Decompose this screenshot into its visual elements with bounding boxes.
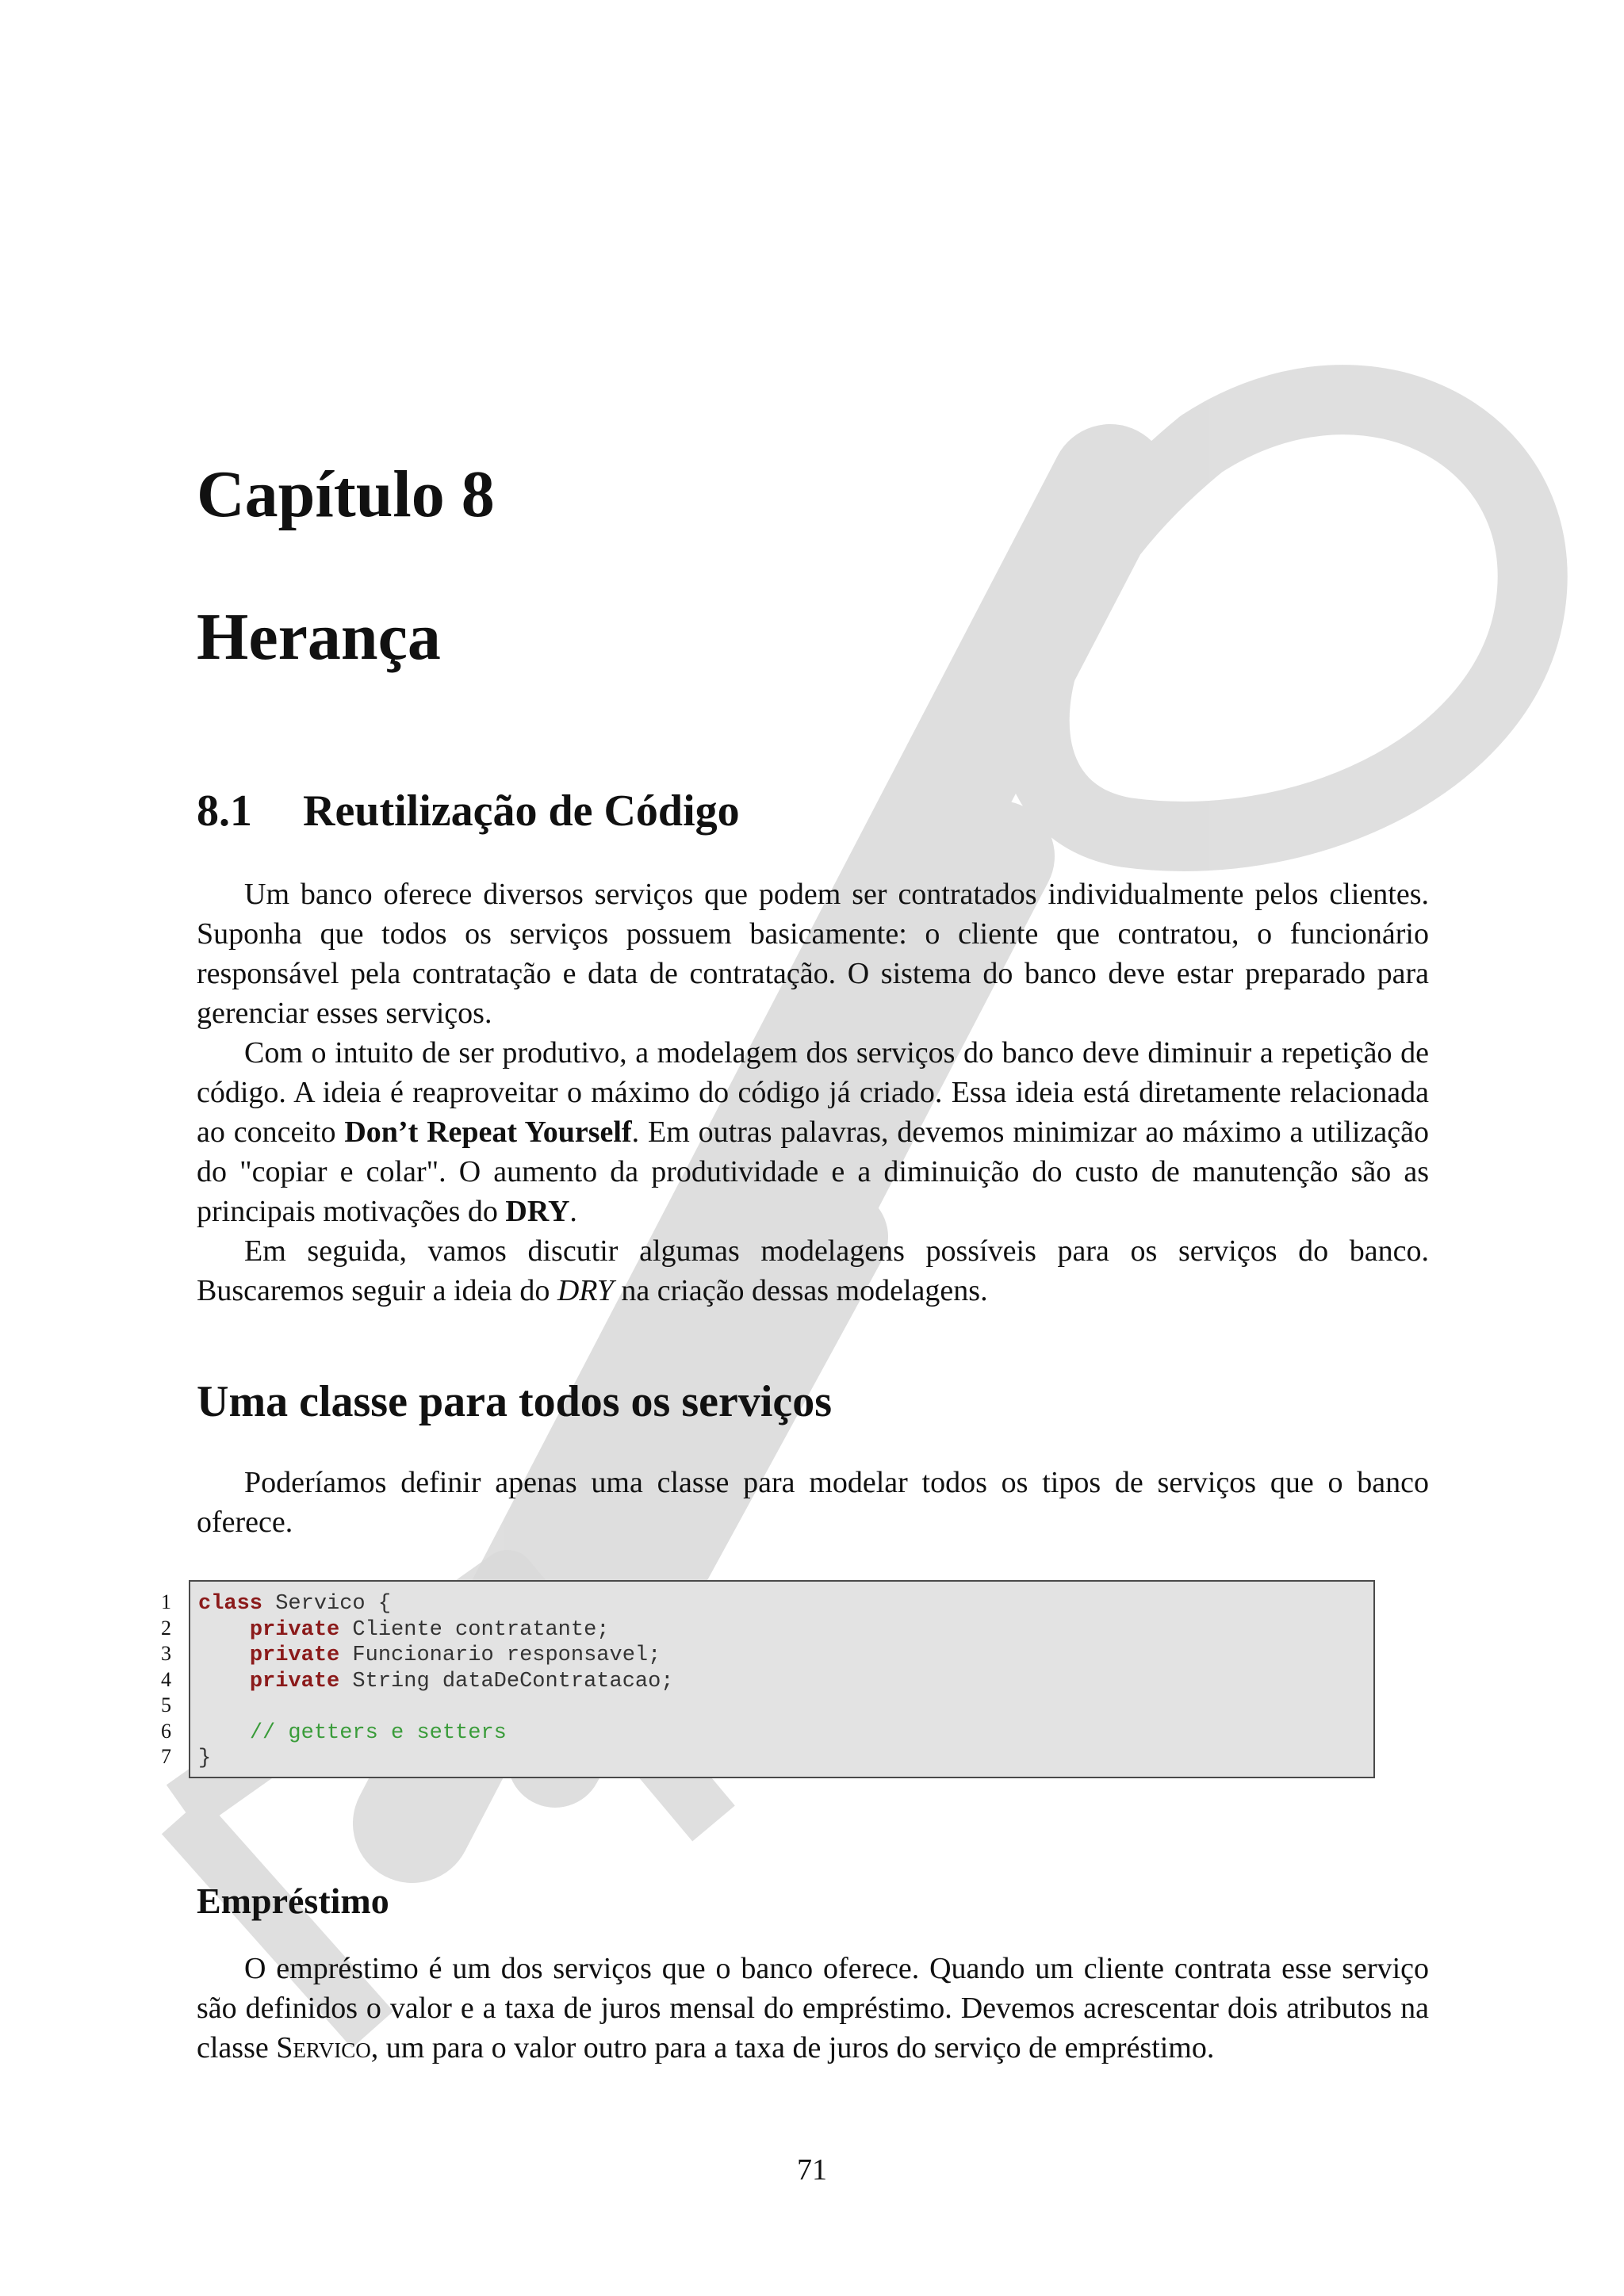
paragraph	[197, 1949, 1429, 2068]
code-text	[198, 1644, 250, 1667]
paragraph	[197, 874, 1429, 1033]
emprestimo-heading: Empréstimo	[197, 1881, 389, 1921]
code-keyword: class	[198, 1592, 263, 1616]
chapter-label: Capítulo 8	[197, 457, 495, 531]
text-bold: DRY	[505, 1195, 570, 1228]
code-line-number: 6	[161, 1719, 171, 1743]
code-text	[198, 1670, 250, 1693]
code-lines	[198, 1591, 674, 1772]
subsection-body	[197, 1463, 1429, 1542]
code-text	[198, 1618, 250, 1642]
paragraph	[197, 1231, 1429, 1311]
page-number: 71	[797, 2153, 827, 2187]
text-bold: Don’t Repeat Yourself	[344, 1115, 632, 1149]
code-listing	[189, 1580, 1375, 1778]
code-line-number: 5	[161, 1693, 171, 1716]
paragraph	[197, 1033, 1429, 1231]
code-line	[198, 1643, 674, 1669]
subsection-heading: Uma classe para todos os serviços	[197, 1377, 833, 1426]
text-run: O empréstimo é um dos serviços que o banco oferece. Quando um cliente contrata esse serviço são definidos o valor e a taxa de juros mensal do empréstimo. Devemos acrescentar dois atributos na classe	[197, 1952, 1429, 2064]
code-line	[198, 1617, 674, 1644]
code-keyword: private	[249, 1644, 340, 1667]
code-line	[198, 1669, 674, 1695]
section-body	[197, 874, 1429, 1311]
section-heading	[197, 786, 740, 836]
code-text: Funcionario responsavel;	[339, 1644, 661, 1667]
code-line-number: 4	[161, 1667, 171, 1691]
text-run: na criação dessas modelagens.	[613, 1274, 988, 1307]
code-text: Cliente contratante;	[339, 1617, 610, 1642]
code-line-number: 2	[161, 1616, 171, 1640]
code-text: String dataDeContratacao;	[339, 1669, 674, 1693]
code-line	[198, 1746, 674, 1772]
code-line-number: 7	[161, 1745, 171, 1768]
code-text	[198, 1721, 250, 1745]
code-line-number: 3	[161, 1642, 171, 1665]
code-line	[198, 1591, 674, 1617]
code-line	[198, 1720, 674, 1747]
text-run: .	[569, 1195, 577, 1228]
code-text: Servico {	[262, 1592, 392, 1616]
text-run: , um para o valor outro para a taxa de juros do serviço de empréstimo.	[370, 2031, 1215, 2064]
code-text: }	[198, 1747, 212, 1770]
code-keyword: private	[249, 1669, 340, 1693]
code-line	[198, 1694, 674, 1720]
chapter-title: Herança	[197, 600, 441, 674]
code-line-numbers	[135, 1590, 171, 1770]
code-keyword: private	[249, 1617, 340, 1642]
text-run: Em seguida, vamos discutir algumas modelagens possíveis para os serviços do banco. Buscaremos seguir a ideia do	[197, 1234, 1429, 1307]
section-title: Reutilização de Código	[303, 786, 740, 836]
code-line-number: 1	[161, 1590, 171, 1613]
text-run: Um banco oferece diversos serviços que podem ser contratados individualmente pelos clientes. Suponha que todos os serviços possuem basicamente: o cliente que contratou, o funcionário responsável pela contratação e data de contratação. O sistema do banco deve estar preparado para gerenciar esses serviços.	[197, 878, 1429, 1030]
section-number: 8.1	[197, 786, 252, 836]
text-smallcaps: Servico	[276, 2031, 371, 2064]
code-comment: // getters e setters	[249, 1720, 507, 1745]
paragraph	[197, 1463, 1429, 1542]
text-run: Poderíamos definir apenas uma classe para modelar todos os tipos de serviços que o banco oferece.	[197, 1466, 1429, 1539]
text-run: . Em outras palavras, devemos minimizar ao máximo a utilização do "copiar e colar". O aumento da produtividade e a diminuição do custo de manutenção são as principais motivações do	[197, 1115, 1429, 1228]
text-run: Com o intuito de ser produtivo, a modelagem dos serviços do banco deve diminuir a repetição de código. A ideia é reaproveitar o máximo do código já criado. Essa ideia está diretamente relacionada ao conceito	[197, 1036, 1429, 1149]
emprestimo-body	[197, 1949, 1429, 2068]
text-italic: DRY	[557, 1274, 614, 1307]
